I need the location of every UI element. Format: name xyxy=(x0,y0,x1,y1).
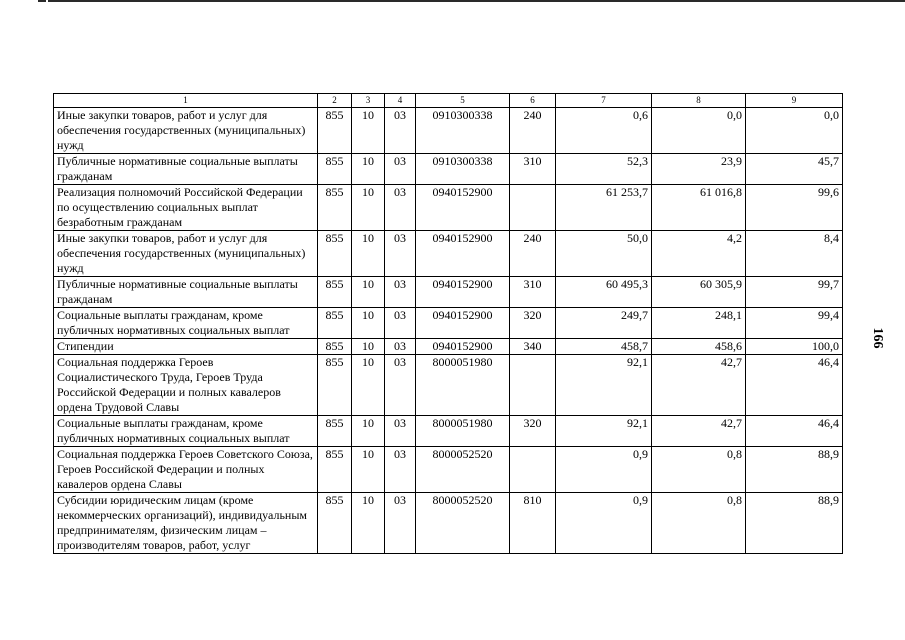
cell-col-7: 0,9 xyxy=(556,447,652,493)
cell-col-6: 320 xyxy=(510,416,556,447)
cell-col-6 xyxy=(510,185,556,231)
header-col-2: 2 xyxy=(318,94,352,108)
table-row xyxy=(54,308,843,339)
cell-col-5: 0940152900 xyxy=(416,277,510,308)
budget-table xyxy=(53,93,843,554)
cell-col-8: 0,0 xyxy=(652,108,746,154)
cell-col-4: 03 xyxy=(385,185,416,231)
cell-col-3: 10 xyxy=(352,108,385,154)
cell-col-8: 458,6 xyxy=(652,339,746,355)
cell-col-2: 855 xyxy=(318,185,352,231)
cell-col-7: 0,6 xyxy=(556,108,652,154)
cell-col-8: 61 016,8 xyxy=(652,185,746,231)
table-row xyxy=(54,339,843,355)
cell-col-6: 310 xyxy=(510,277,556,308)
cell-name: Социальная поддержка Героев Социалистического Труда, Героев Труда Российской Федерации и полных кавалеров ордена Трудовой Славы xyxy=(54,355,318,416)
cell-col-3: 10 xyxy=(352,355,385,416)
cell-col-7: 249,7 xyxy=(556,308,652,339)
cell-col-8: 23,9 xyxy=(652,154,746,185)
cell-col-8: 42,7 xyxy=(652,416,746,447)
cell-col-9: 100,0 xyxy=(746,339,843,355)
cell-col-4: 03 xyxy=(385,493,416,554)
cell-col-9: 99,4 xyxy=(746,308,843,339)
cell-col-2: 855 xyxy=(318,339,352,355)
table-row xyxy=(54,108,843,154)
header-row xyxy=(54,94,843,108)
cell-col-5: 8000051980 xyxy=(416,416,510,447)
table-row xyxy=(54,231,843,277)
cell-col-6: 240 xyxy=(510,231,556,277)
cell-col-5: 0940152900 xyxy=(416,308,510,339)
header-col-4: 4 xyxy=(385,94,416,108)
cell-col-4: 03 xyxy=(385,416,416,447)
cell-col-3: 10 xyxy=(352,339,385,355)
cell-col-3: 10 xyxy=(352,185,385,231)
cell-name: Публичные нормативные социальные выплаты гражданам xyxy=(54,154,318,185)
cell-col-8: 248,1 xyxy=(652,308,746,339)
cell-col-8: 0,8 xyxy=(652,447,746,493)
cell-col-9: 45,7 xyxy=(746,154,843,185)
cell-col-5: 0910300338 xyxy=(416,154,510,185)
cell-col-4: 03 xyxy=(385,308,416,339)
cell-col-4: 03 xyxy=(385,447,416,493)
cell-col-5: 0940152900 xyxy=(416,185,510,231)
cell-col-7: 60 495,3 xyxy=(556,277,652,308)
cell-name: Субсидии юридическим лицам (кроме некоммерческих организаций), индивидуальным предпринимателям, физическим лицам – производителям товаров, работ, услуг xyxy=(54,493,318,554)
table-row xyxy=(54,493,843,554)
cell-col-6: 320 xyxy=(510,308,556,339)
cell-col-8: 42,7 xyxy=(652,355,746,416)
cell-col-6: 810 xyxy=(510,493,556,554)
table-row xyxy=(54,154,843,185)
cell-col-2: 855 xyxy=(318,416,352,447)
header-col-1: 1 xyxy=(54,94,318,108)
cell-col-2: 855 xyxy=(318,154,352,185)
table-body xyxy=(54,108,843,554)
header-col-5: 5 xyxy=(416,94,510,108)
cell-col-3: 10 xyxy=(352,231,385,277)
cell-col-9: 46,4 xyxy=(746,355,843,416)
cell-col-2: 855 xyxy=(318,308,352,339)
cell-col-6 xyxy=(510,355,556,416)
table-row xyxy=(54,185,843,231)
cell-col-3: 10 xyxy=(352,493,385,554)
cell-name: Иные закупки товаров, работ и услуг для обеспечения государственных (муниципальных) нужд xyxy=(54,108,318,154)
cell-col-6: 310 xyxy=(510,154,556,185)
cell-col-6 xyxy=(510,447,556,493)
cell-col-2: 855 xyxy=(318,355,352,416)
cell-col-4: 03 xyxy=(385,277,416,308)
cell-col-9: 88,9 xyxy=(746,447,843,493)
cell-col-2: 855 xyxy=(318,108,352,154)
cell-col-7: 0,9 xyxy=(556,493,652,554)
cell-col-4: 03 xyxy=(385,355,416,416)
cell-col-5: 8000051980 xyxy=(416,355,510,416)
header-col-6: 6 xyxy=(510,94,556,108)
cell-col-5: 8000052520 xyxy=(416,493,510,554)
cell-col-2: 855 xyxy=(318,277,352,308)
table-row xyxy=(54,355,843,416)
cell-col-8: 4,2 xyxy=(652,231,746,277)
cell-name: Социальные выплаты гражданам, кроме публичных нормативных социальных выплат xyxy=(54,416,318,447)
cell-col-6: 340 xyxy=(510,339,556,355)
top-border-line xyxy=(48,0,905,2)
cell-col-9: 88,9 xyxy=(746,493,843,554)
cell-name: Социальная поддержка Героев Советского Союза, Героев Российской Федерации и полных кавалеров ордена Славы xyxy=(54,447,318,493)
cell-col-8: 0,8 xyxy=(652,493,746,554)
header-col-8: 8 xyxy=(652,94,746,108)
cell-col-9: 99,6 xyxy=(746,185,843,231)
cell-col-7: 61 253,7 xyxy=(556,185,652,231)
cell-col-4: 03 xyxy=(385,108,416,154)
cell-col-3: 10 xyxy=(352,447,385,493)
cell-col-6: 240 xyxy=(510,108,556,154)
cell-col-9: 46,4 xyxy=(746,416,843,447)
table-row xyxy=(54,416,843,447)
cell-col-9: 0,0 xyxy=(746,108,843,154)
cell-col-5: 0940152900 xyxy=(416,339,510,355)
cell-name: Социальные выплаты гражданам, кроме публичных нормативных социальных выплат xyxy=(54,308,318,339)
cell-col-9: 8,4 xyxy=(746,231,843,277)
cell-col-8: 60 305,9 xyxy=(652,277,746,308)
cell-col-7: 92,1 xyxy=(556,416,652,447)
cell-col-7: 458,7 xyxy=(556,339,652,355)
cell-col-7: 52,3 xyxy=(556,154,652,185)
cell-col-7: 92,1 xyxy=(556,355,652,416)
table-row xyxy=(54,277,843,308)
cell-col-2: 855 xyxy=(318,231,352,277)
cell-col-9: 99,7 xyxy=(746,277,843,308)
cell-name: Реализация полномочий Российской Федерации по осуществлению социальных выплат безработным гражданам xyxy=(54,185,318,231)
cell-col-3: 10 xyxy=(352,277,385,308)
cell-col-5: 0910300338 xyxy=(416,108,510,154)
header-col-3: 3 xyxy=(352,94,385,108)
cell-col-4: 03 xyxy=(385,339,416,355)
cell-col-4: 03 xyxy=(385,231,416,277)
page-number: 166 xyxy=(870,327,885,349)
cell-col-2: 855 xyxy=(318,447,352,493)
cell-name: Иные закупки товаров, работ и услуг для обеспечения государственных (муниципальных) нужд xyxy=(54,231,318,277)
top-dash-line xyxy=(38,0,46,2)
cell-col-3: 10 xyxy=(352,154,385,185)
cell-col-2: 855 xyxy=(318,493,352,554)
cell-col-3: 10 xyxy=(352,416,385,447)
header-col-9: 9 xyxy=(746,94,843,108)
cell-col-5: 8000052520 xyxy=(416,447,510,493)
cell-name: Стипендии xyxy=(54,339,318,355)
table-row xyxy=(54,447,843,493)
cell-col-5: 0940152900 xyxy=(416,231,510,277)
cell-col-7: 50,0 xyxy=(556,231,652,277)
cell-name: Публичные нормативные социальные выплаты гражданам xyxy=(54,277,318,308)
cell-col-3: 10 xyxy=(352,308,385,339)
cell-col-4: 03 xyxy=(385,154,416,185)
header-col-7: 7 xyxy=(556,94,652,108)
